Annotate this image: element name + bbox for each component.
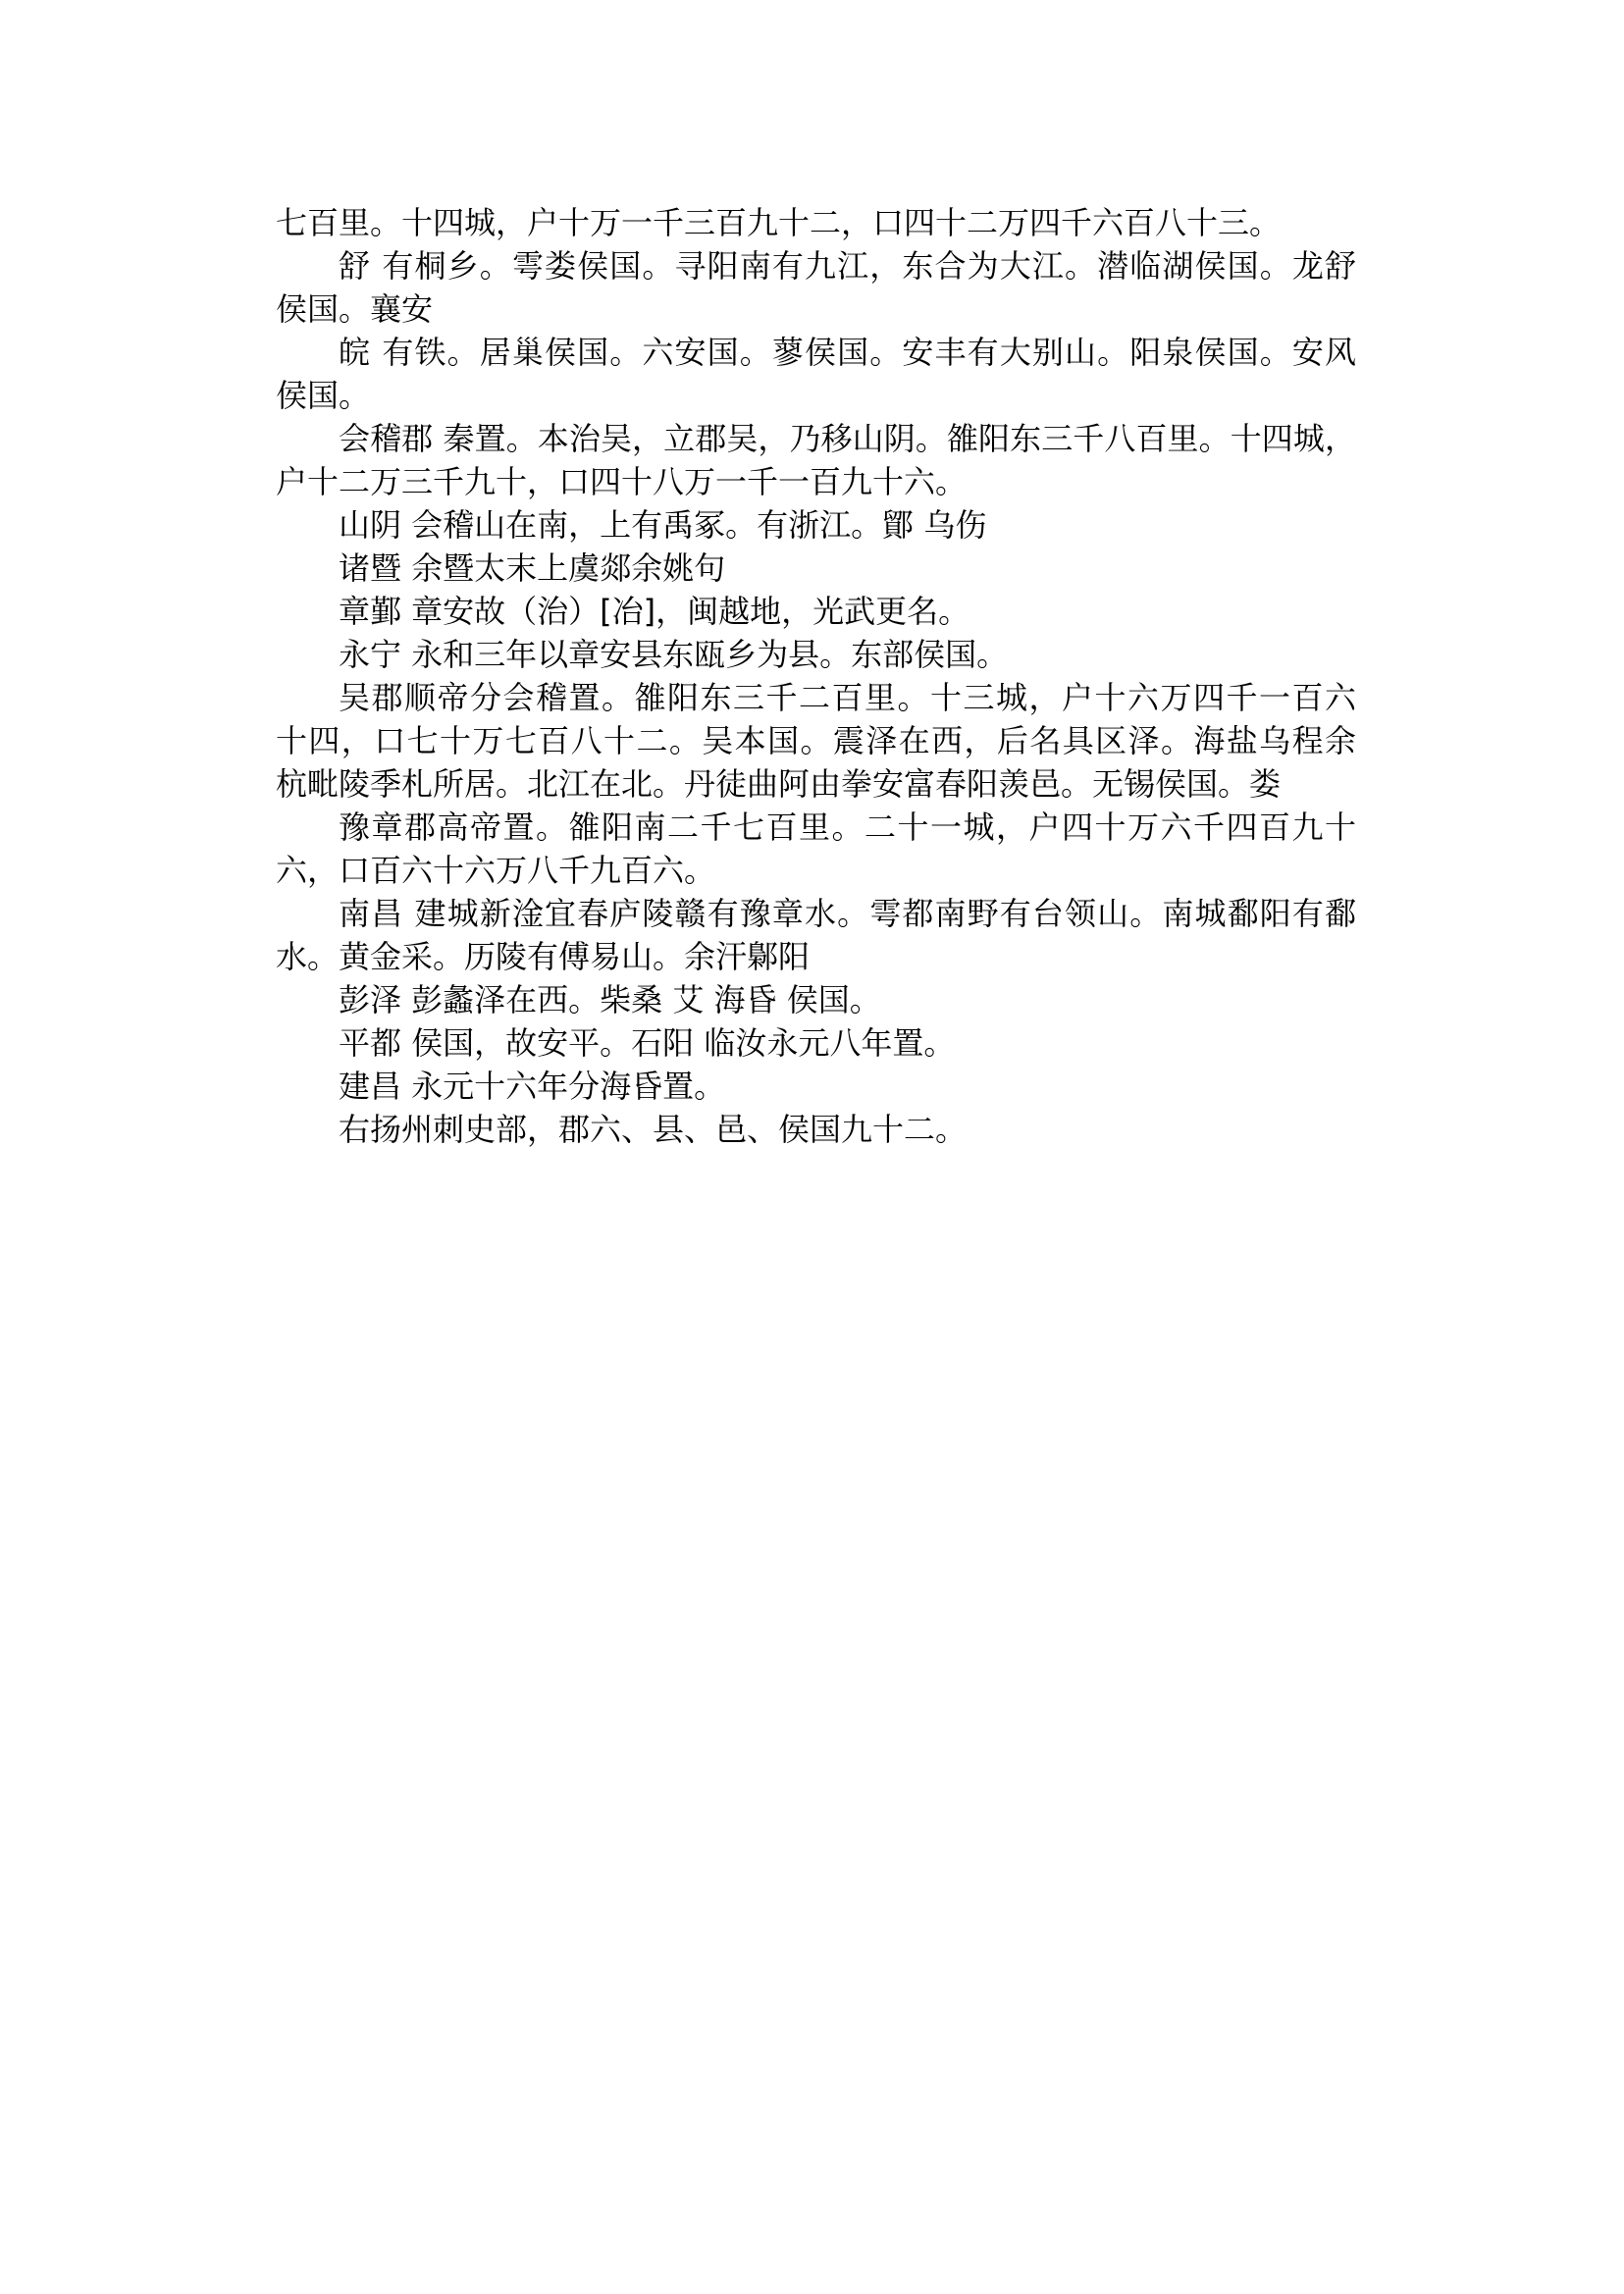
text-line: 平都 侯国，故安平。石阳 临汝永元八年置。 xyxy=(339,1024,956,1062)
text-line: 诸暨 余暨太末上虞郯余姚句 xyxy=(339,549,726,587)
text-line: 豫章郡高帝置。雒阳南二千七百里。二十一城，户四十万六千四百九十 xyxy=(339,808,1356,846)
paragraph xyxy=(276,806,1356,892)
text-line: 七百里。十四城，户十万一千三百九十二，口四十二万四千六百八十三。 xyxy=(276,204,1282,241)
text-line: 章鄞 章安故（治）[冶]，闽越地，光武更名。 xyxy=(339,593,970,630)
text-line: 建昌 永元十六年分海昏置。 xyxy=(339,1068,726,1105)
paragraph xyxy=(276,892,1356,978)
paragraph xyxy=(276,331,1356,417)
paragraph xyxy=(276,676,1356,806)
body-text xyxy=(276,201,1356,1151)
text-line: 水。黄金采。历陵有傅易山。余汗鄡阳 xyxy=(276,938,811,975)
text-line: 吴郡顺帝分会稽置。雒阳东三千二百里。十三城，户十六万四千一百六 xyxy=(339,679,1356,716)
text-line: 六，口百六十六万八千九百六。 xyxy=(276,852,716,889)
paragraph xyxy=(276,503,1356,547)
paragraph xyxy=(276,201,1356,244)
paragraph xyxy=(276,978,1356,1021)
paragraph xyxy=(276,417,1356,503)
text-line: 户十二万三千九十，口四十八万一千一百九十六。 xyxy=(276,463,968,500)
text-line: 十四，口七十万七百八十二。吴本国。震泽在西，后名具区泽。海盐乌程余 xyxy=(276,722,1356,759)
paragraph xyxy=(276,1065,1356,1108)
paragraph xyxy=(276,1108,1356,1151)
text-line: 舒 有桐乡。雩娄侯国。寻阳南有九江，东合为大江。潜临湖侯国。龙舒 xyxy=(339,247,1356,285)
paragraph xyxy=(276,244,1356,331)
text-line: 杭毗陵季札所居。北江在北。丹徒曲阿由拳安富春阳羡邑。无锡侯国。娄 xyxy=(276,765,1282,803)
paragraph xyxy=(276,547,1356,590)
text-line: 山阴 会稽山在南，上有禹冢。有浙江。鄮 乌伤 xyxy=(339,506,987,544)
paragraph xyxy=(276,1021,1356,1065)
text-line: 永宁 永和三年以章安县东瓯乡为县。东部侯国。 xyxy=(339,636,1009,673)
text-line: 侯国。 xyxy=(276,377,371,414)
text-line: 彭泽 彭蠡泽在西。柴桑 艾 海昏 侯国。 xyxy=(339,981,881,1018)
text-line: 皖 有铁。居巢侯国。六安国。蓼侯国。安丰有大别山。阳泉侯国。安风 xyxy=(339,334,1356,371)
text-line: 右扬州刺史部，郡六、县、邑、侯国九十二。 xyxy=(339,1111,968,1148)
paragraph xyxy=(276,633,1356,676)
text-line: 南昌 建城新淦宜春庐陵赣有豫章水。雩都南野有台领山。南城鄱阳有鄱 xyxy=(339,895,1356,932)
text-line: 会稽郡 秦置。本治吴，立郡吴，乃移山阴。雒阳东三千八百里。十四城， xyxy=(339,420,1356,457)
paragraph xyxy=(276,590,1356,633)
text-line: 侯国。襄安 xyxy=(276,290,434,328)
